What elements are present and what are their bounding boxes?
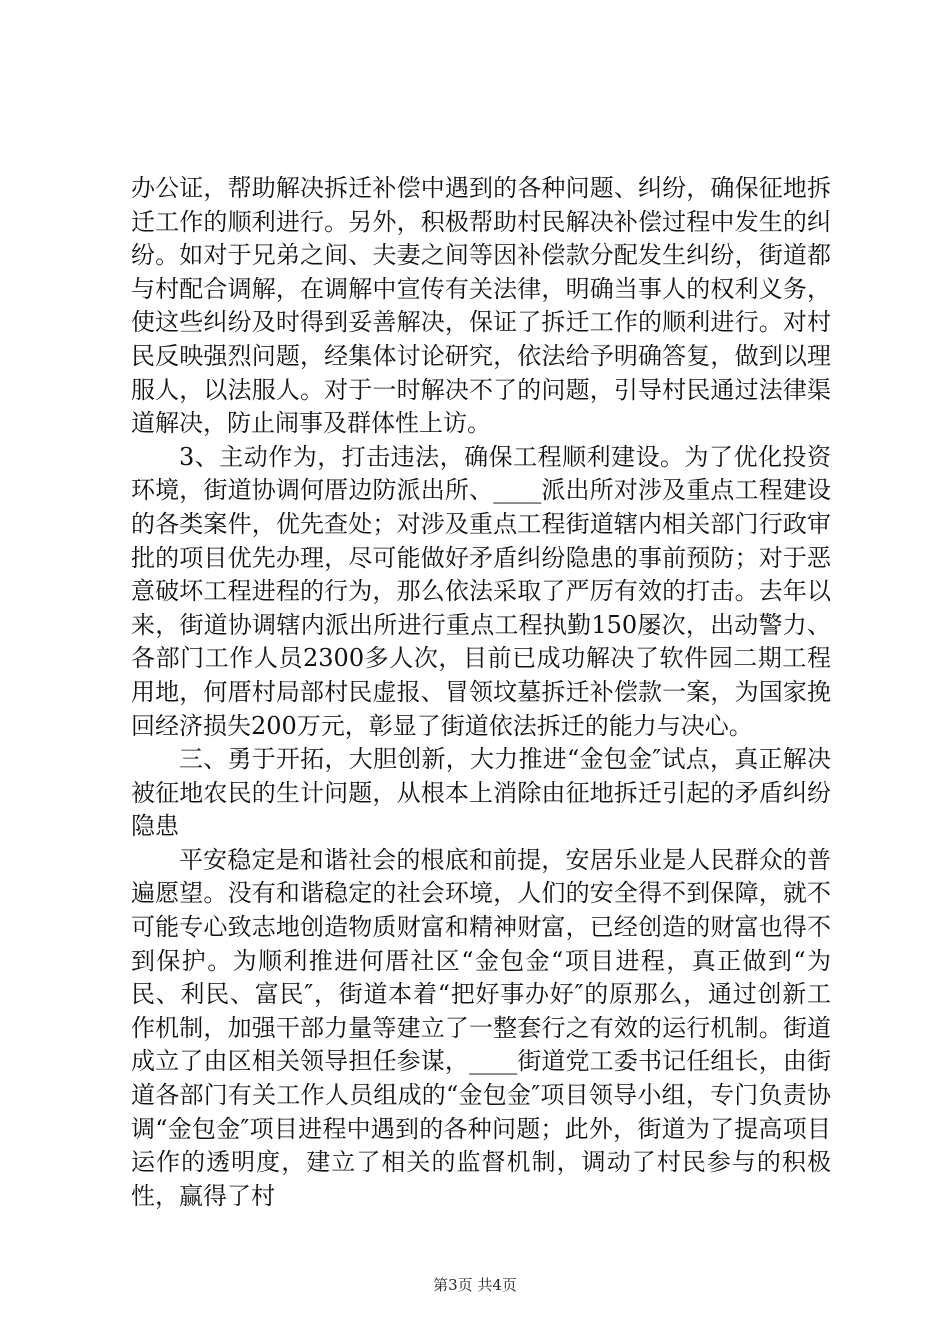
paragraph-item-3: 3、主动作为，打击违法，确保工程顺利建设。为了优化投资环境，街道协调何厝边防派出所、____派出所对涉及重点工程建设的各类案件，优先查处；对涉及重点工程街道辖内相关部门行政审批的项目优先办理，尽可能做好矛盾纠纷隐患的事前预防；对于恶意破坏工程进程的行为，那么依法采取了严厉有效的打击。去年以来，街道协调辖内派出所进行重点工程执勤150屡次，出动警力、各部门工作人员2300多人次，目前已成功解决了软件园二期工程用地，何厝村局部村民虚报、冒领坟墓拆迁补偿款一案，为国家挽回经济损失200万元，彰显了街道依法拆迁的能力与决心。 [131,442,831,740]
document-body [131,172,831,1213]
paragraph-continued: 办公证，帮助解决拆迁补偿中遇到的各种问题、纠纷，确保征地拆迁工作的顺利进行。另外，积极帮助村民解决补偿过程中发生的纠纷。如对于兄弟之间、夫妻之间等因补偿款分配发生纠纷，街道都与村配合调解，在调解中宣传有关法律，明确当事人的权利义务，使这些纠纷及时得到妥善解决，保证了拆迁工作的顺利进行。对村民反映强烈问题，经集体讨论研究，依法给予明确答复，做到以理服人，以法服人。对于一时解决不了的问题，引导村民通过法律渠道解决，防止闹事及群体性上访。 [131,174,831,438]
page-footer: 第3页 共4页 [433,1276,517,1294]
section-heading-3: 三、勇于开拓，大胆创新，大力推进“金包金″试点，真正解决被征地农民的生计问题，从根本上消除由征地拆迁引起的矛盾纠纷隐患 [131,745,831,841]
paragraph-body: 平安稳定是和谐社会的根底和前提，安居乐业是人民群众的普遍愿望。没有和谐稳定的社会环境，人们的安全得不到保障，就不可能专心致志地创造物质财富和精神财富，已经创造的财富也得不到保护。为顺利推进何厝社区“金包金“项目进程，真正做到“为民、利民、富民″，街道本着“把好事办好″的原那么，通过创新工作机制，加强干部力量等建立了一整套行之有效的运行机制。街道成立了由区相关领导担任参谋，____街道党工委书记任组长，由街道各部门有关工作人员组成的“金包金″项目领导小组，专门负责协调“金包金″项目进程中遇到的各种问题；此外，街道为了提高项目运作的透明度，建立了相关的监督机制，调动了村民参与的积极性，赢得了村 [131,845,831,1210]
